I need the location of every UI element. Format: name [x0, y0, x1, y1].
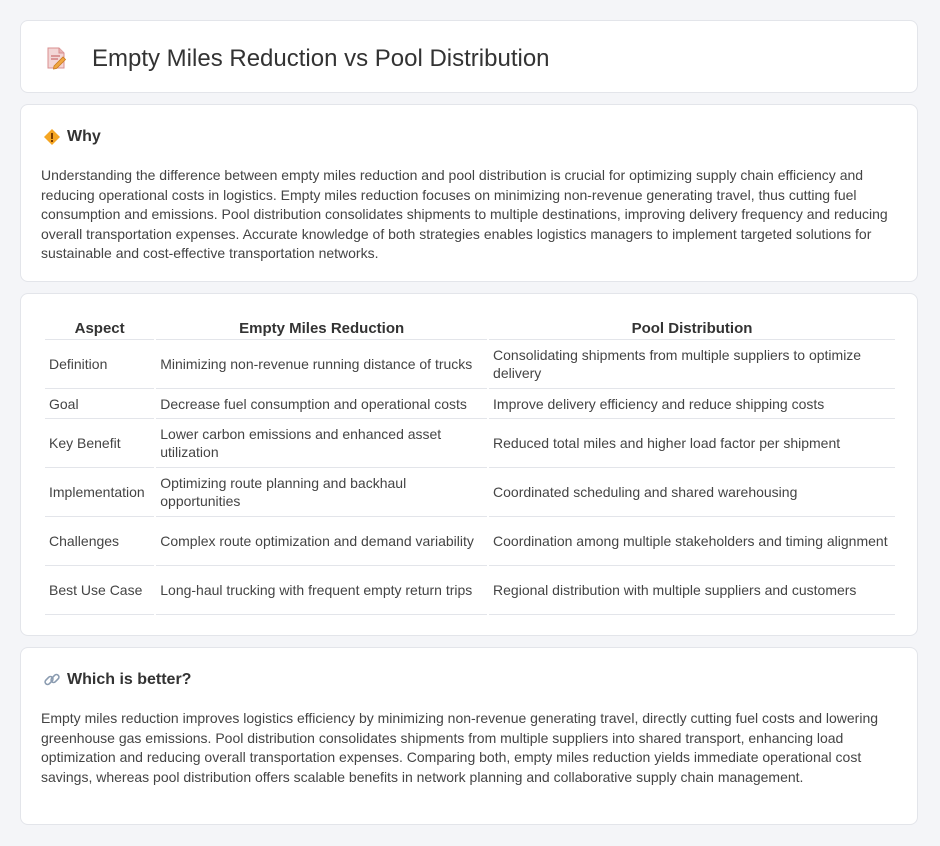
table-row [45, 419, 895, 468]
empty-miles-cell: Complex route optimization and demand variability [156, 517, 487, 566]
column-header: Pool Distribution [489, 315, 895, 340]
column-header: Empty Miles Reduction [156, 315, 487, 340]
aspect-cell: Challenges [45, 517, 154, 566]
pool-distribution-cell: Coordination among multiple stakeholders and timing alignment [489, 517, 895, 566]
pool-distribution-cell: Consolidating shipments from multiple suppliers to optimize delivery [489, 340, 895, 389]
aspect-cell: Best Use Case [45, 566, 154, 615]
empty-miles-cell: Decrease fuel consumption and operational costs [156, 389, 487, 419]
which-better-heading [43, 670, 191, 690]
empty-miles-cell: Optimizing route planning and backhaul opportunities [156, 468, 487, 517]
link-icon [43, 671, 61, 689]
why-text: Understanding the difference between empty miles reduction and pool distribution is crucial for optimizing supply chain efficiency and reducing operational costs in logistics. Empty miles reduction focuses on minimizing non-revenue generating travel, thus cutting fuel consumption and emissions. Pool distribution consolidates shipments to multiple destinations, improving delivery frequency and reducing overall transportation expenses. Accurate knowledge of both strategies enables logistics managers to implement targeted solutions for sustainable and cost-effective transportation networks. [41, 167, 888, 262]
why-title: Why [67, 128, 101, 145]
empty-miles-cell: Minimizing non-revenue running distance of trucks [156, 340, 487, 389]
comparison-card [20, 293, 918, 636]
document-pencil-icon [43, 45, 69, 71]
pool-distribution-cell: Coordinated scheduling and shared warehousing [489, 468, 895, 517]
table-row [45, 468, 895, 517]
table-row [45, 517, 895, 566]
why-heading [43, 127, 101, 147]
pool-distribution-cell: Regional distribution with multiple suppliers and customers [489, 566, 895, 615]
page-title: Empty Miles Reduction vs Pool Distribution [92, 45, 550, 72]
table-row [45, 389, 895, 419]
column-header: Aspect [45, 315, 154, 340]
why-section [20, 104, 918, 282]
pool-distribution-cell: Improve delivery efficiency and reduce shipping costs [489, 389, 895, 419]
table-row [45, 340, 895, 389]
header-card [20, 20, 918, 93]
aspect-cell: Implementation [45, 468, 154, 517]
comparison-table [43, 315, 897, 615]
which-better-text: Empty miles reduction improves logistics efficiency by minimizing non-revenue generating travel, directly cutting fuel costs and lowering greenhouse gas emissions. Pool distribution consolidates shipments from multiple suppliers into shared transport, enhancing load optimization and reducing overall transportation expenses. Comparing both, empty miles reduction yields immediate operational cost savings, whereas pool distribution offers scalable benefits in network planning and collaborative supply chain management. [41, 710, 879, 785]
diamond-warning-icon [43, 128, 61, 146]
empty-miles-cell: Long-haul trucking with frequent empty return trips [156, 566, 487, 615]
pool-distribution-cell: Reduced total miles and higher load factor per shipment [489, 419, 895, 468]
aspect-cell: Definition [45, 340, 154, 389]
which-better-title: Which is better? [67, 671, 192, 688]
aspect-cell: Goal [45, 389, 154, 419]
empty-miles-cell: Lower carbon emissions and enhanced asset utilization [156, 419, 487, 468]
table-header-row [45, 315, 895, 340]
which-better-section [20, 647, 918, 825]
aspect-cell: Key Benefit [45, 419, 154, 468]
table-row [45, 566, 895, 615]
